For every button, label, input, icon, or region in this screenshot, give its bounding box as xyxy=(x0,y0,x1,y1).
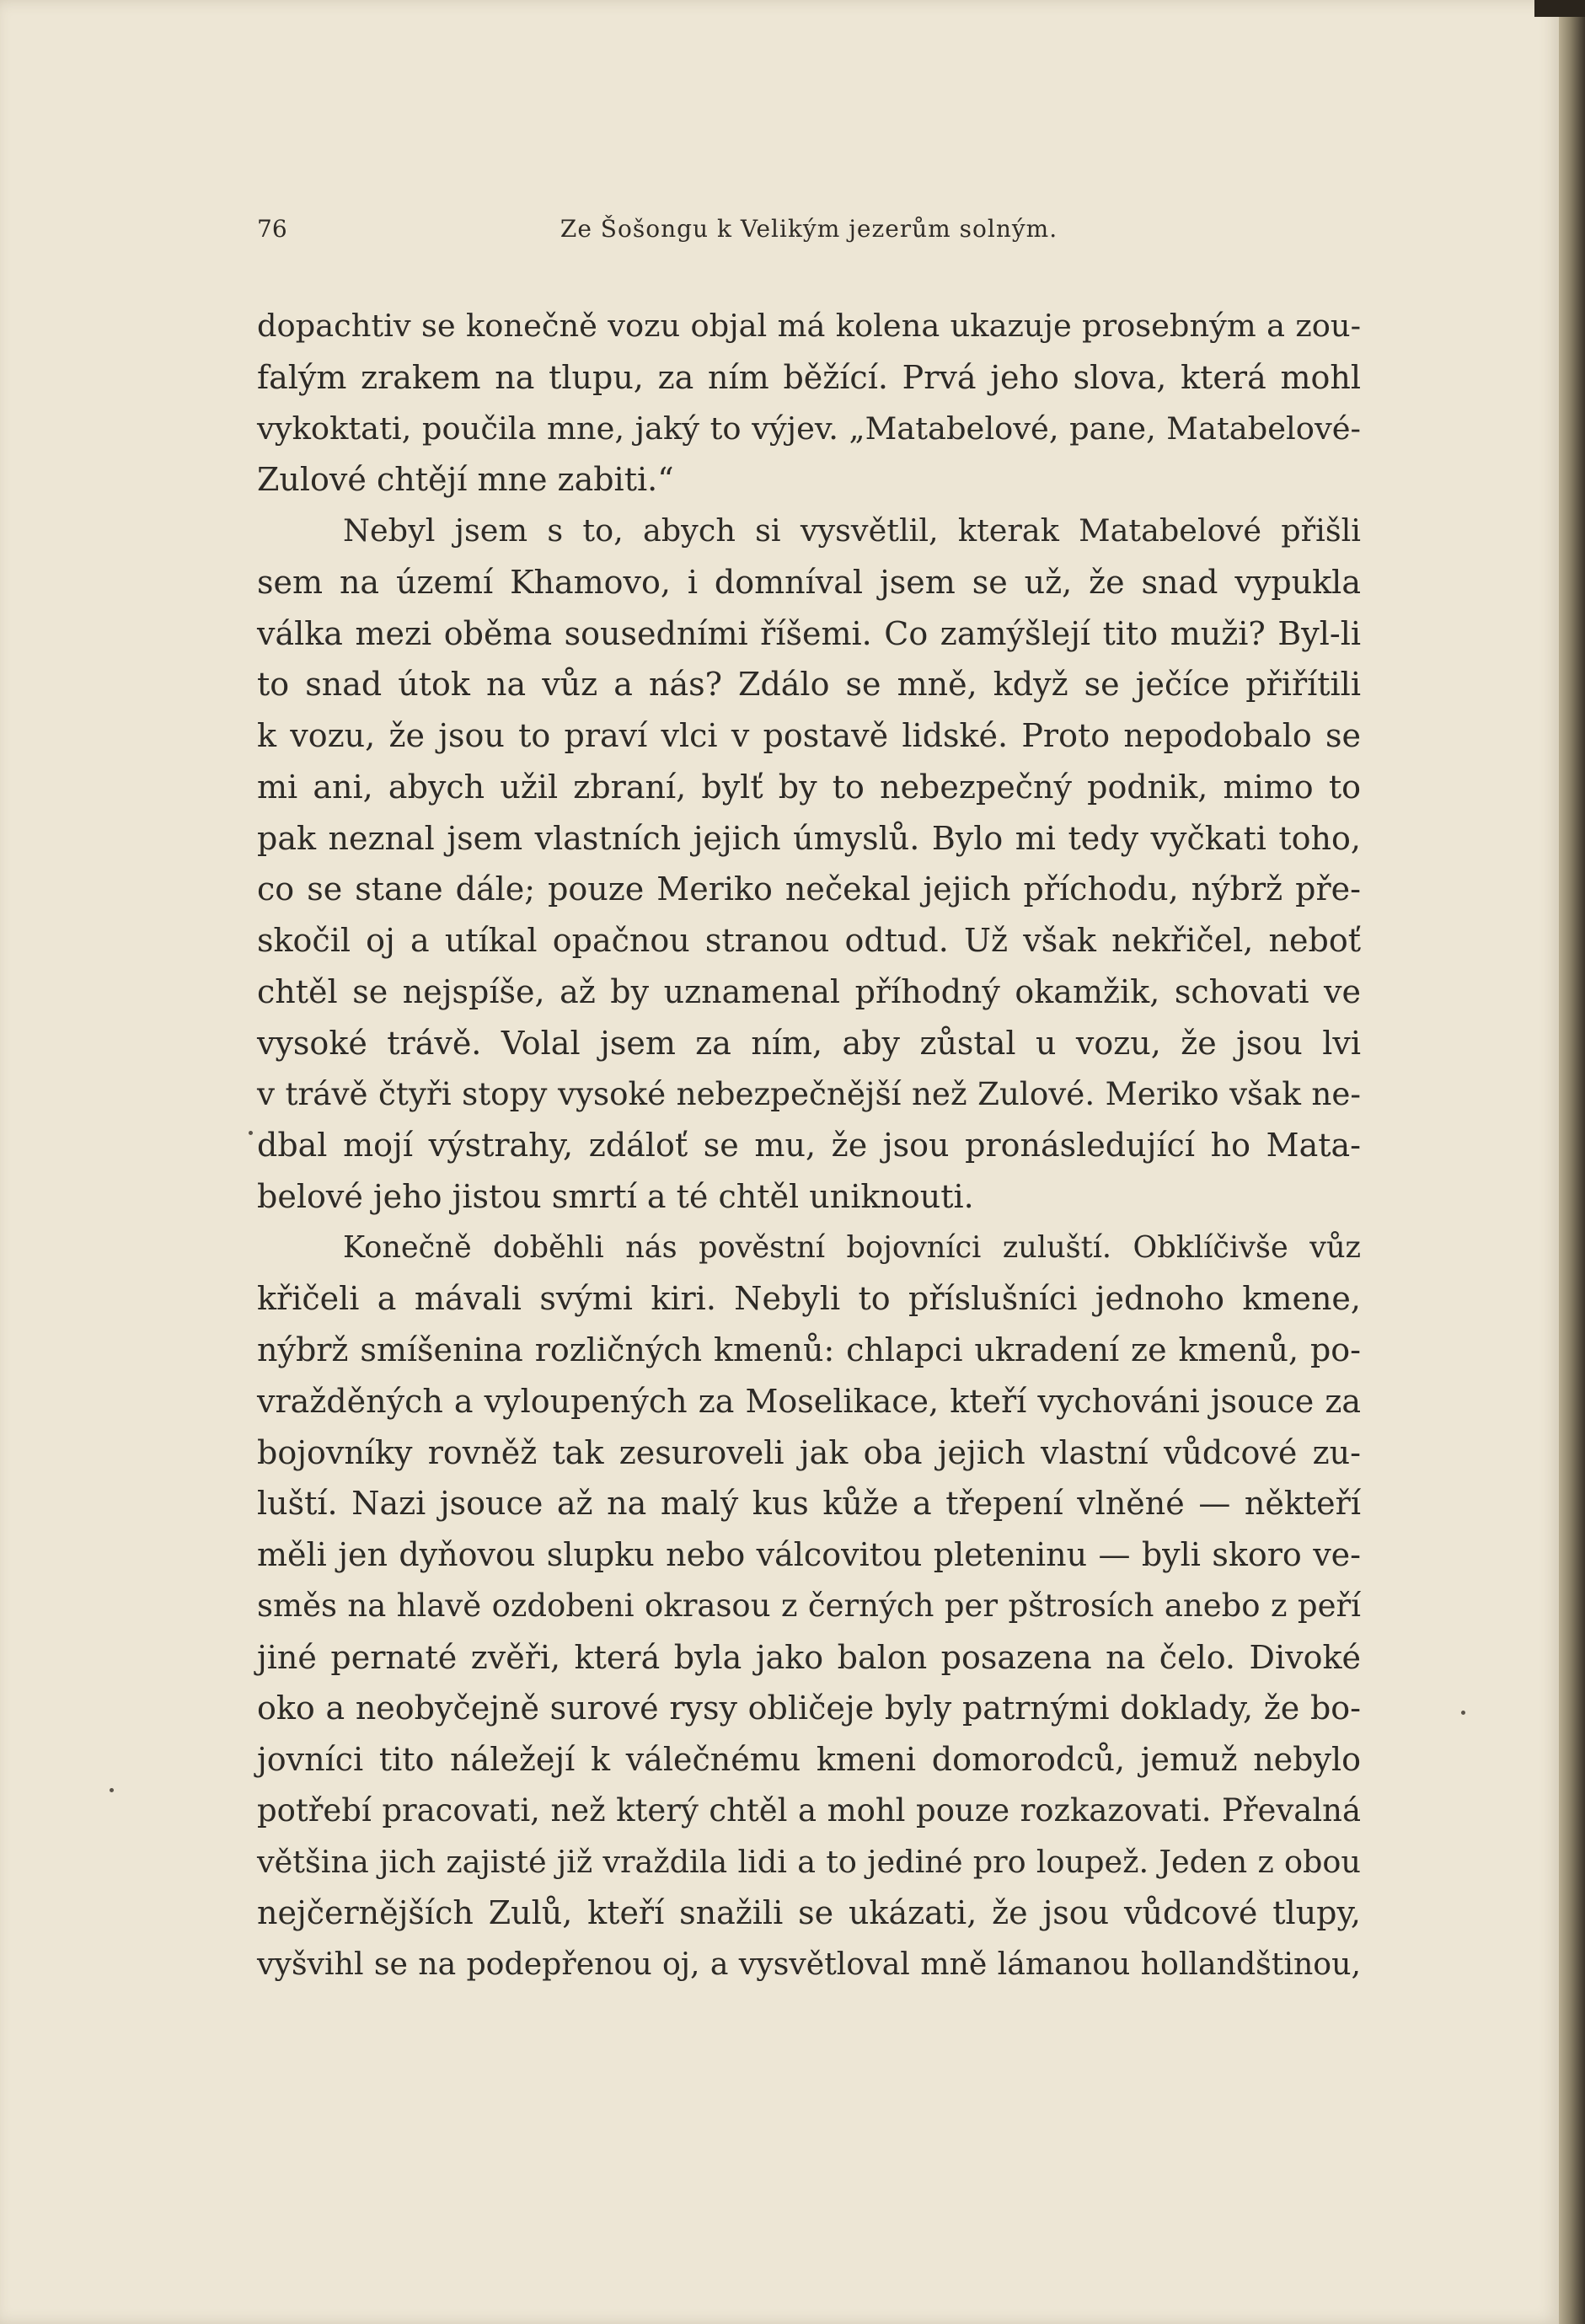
text-line: válka mezi oběma sousedními říšemi. Co zamýšlejí tito muži? Byl-li xyxy=(257,614,1361,652)
text-line: křičeli a mávali svými kiri. Nebyli to příslušníci jednoho kmene, xyxy=(257,1280,1361,1318)
text-line: mi ani, abych užil zbraní, bylť by to nebezpečný podnik, mimo to xyxy=(257,768,1361,806)
text-line: vykoktati, poučila mne, jaký to výjev. „Matabelové, pane, Matabelové- xyxy=(257,410,1361,447)
text-line: směs na hlavě ozdobeni okrasou z černých per pštrosích anebo z peří xyxy=(257,1587,1361,1624)
text-line: Zulové chtějí mne zabiti.“ xyxy=(257,461,674,499)
text-line: jiné pernaté zvěři, která byla jako balon posazena na čelo. Divoké xyxy=(257,1638,1361,1676)
text-line: luští. Nazi jsouce až na malý kus kůže a třepení vlněné — někteří xyxy=(257,1485,1361,1523)
page-edge xyxy=(1559,0,1585,2324)
ink-speck xyxy=(110,1788,114,1792)
text-line: Konečně doběhli nás pověstní bojovníci zuluští. Obklíčivše vůz xyxy=(343,1229,1361,1265)
text-line: vyšvihl se na podepřenou oj, a vysvětloval mně lámanou hollandštinou, xyxy=(257,1946,1361,1982)
text-line: to snad útok na vůz a nás? Zdálo se mně, když se ječíce přiřítili xyxy=(257,666,1361,704)
text-line: sem na území Khamovo, i domníval jsem se už, že snad vypukla xyxy=(257,563,1361,601)
text-line: většina jich zajisté již vraždila lidi a to jediné pro loupež. Jeden z obou xyxy=(257,1843,1361,1880)
text-line: dbal mojí výstrahy, zdáloť se mu, že jsou pronásledující ho Mata- xyxy=(257,1127,1361,1164)
running-title: Ze Šošongu k Velikým jezerům solným. xyxy=(560,215,1058,243)
text-line: v trávě čtyři stopy vysoké nebezpečnější než Zulové. Meriko však ne- xyxy=(257,1075,1361,1113)
body-text xyxy=(257,301,1361,1990)
text-line: skočil oj a utíkal opačnou stranou odtud. Už však nekřičel, neboť xyxy=(257,922,1361,959)
text-line: falým zrakem na tlupu, za ním běžící. Prvá jeho slova, která mohl xyxy=(257,358,1361,396)
text-line: nejčernějších Zulů, kteří snažili se ukázati, že jsou vůdcové tlupy, xyxy=(257,1894,1361,1932)
text-line: dopachtiv se konečně vozu objal má kolena ukazuje prosebným a zou- xyxy=(257,308,1361,344)
text-line: měli jen dyňovou slupku nebo válcovitou pleteninu — byli skoro ve- xyxy=(257,1536,1361,1573)
page-header xyxy=(257,215,1361,257)
text-line: nýbrž smíšenina rozličných kmenů: chlapci ukradení ze kmenů, po- xyxy=(257,1331,1361,1368)
text-line: chtěl se nejspíše, až by uznamenal příhodný okamžik, schovati ve xyxy=(257,972,1361,1010)
text-line: jovníci tito náležejí k válečnému kmeni domorodců, jemuž nebylo xyxy=(257,1741,1361,1778)
text-line: oko a neobyčejně surové rysy obličeje byly patrnými doklady, že bo- xyxy=(257,1689,1361,1727)
text-line: vražděných a vyloupených za Moselikace, kteří vychováni jsouce za xyxy=(257,1382,1361,1420)
text-line: belové jeho jistou smrtí a té chtěl uniknouti. xyxy=(257,1177,974,1215)
text-line: Nebyl jsem s to, abych si vysvětlil, kterak Matabelové přišli xyxy=(343,512,1361,549)
text-line: pak neznal jsem vlastních jejich úmyslů. Bylo mi tedy vyčkati toho, xyxy=(257,819,1361,857)
text-line: k vozu, že jsou to praví vlci v postavě lidské. Proto nepodobalo se xyxy=(257,717,1361,754)
scan-corner xyxy=(1534,0,1585,17)
ink-speck xyxy=(249,1131,253,1135)
text-line: co se stane dále; pouze Meriko nečekal jejich příchodu, nýbrž pře- xyxy=(257,870,1361,908)
text-line: bojovníky rovněž tak zesuroveli jak oba jejich vlastní vůdcové zu- xyxy=(257,1433,1361,1471)
page-number: 76 xyxy=(257,215,287,243)
text-line: vysoké trávě. Volal jsem za ním, aby zůstal u vozu, že jsou lvi xyxy=(257,1024,1361,1062)
text-line: potřebí pracovati, než který chtěl a mohl pouze rozkazovati. Převalná xyxy=(257,1791,1361,1829)
ink-speck xyxy=(1461,1711,1465,1715)
